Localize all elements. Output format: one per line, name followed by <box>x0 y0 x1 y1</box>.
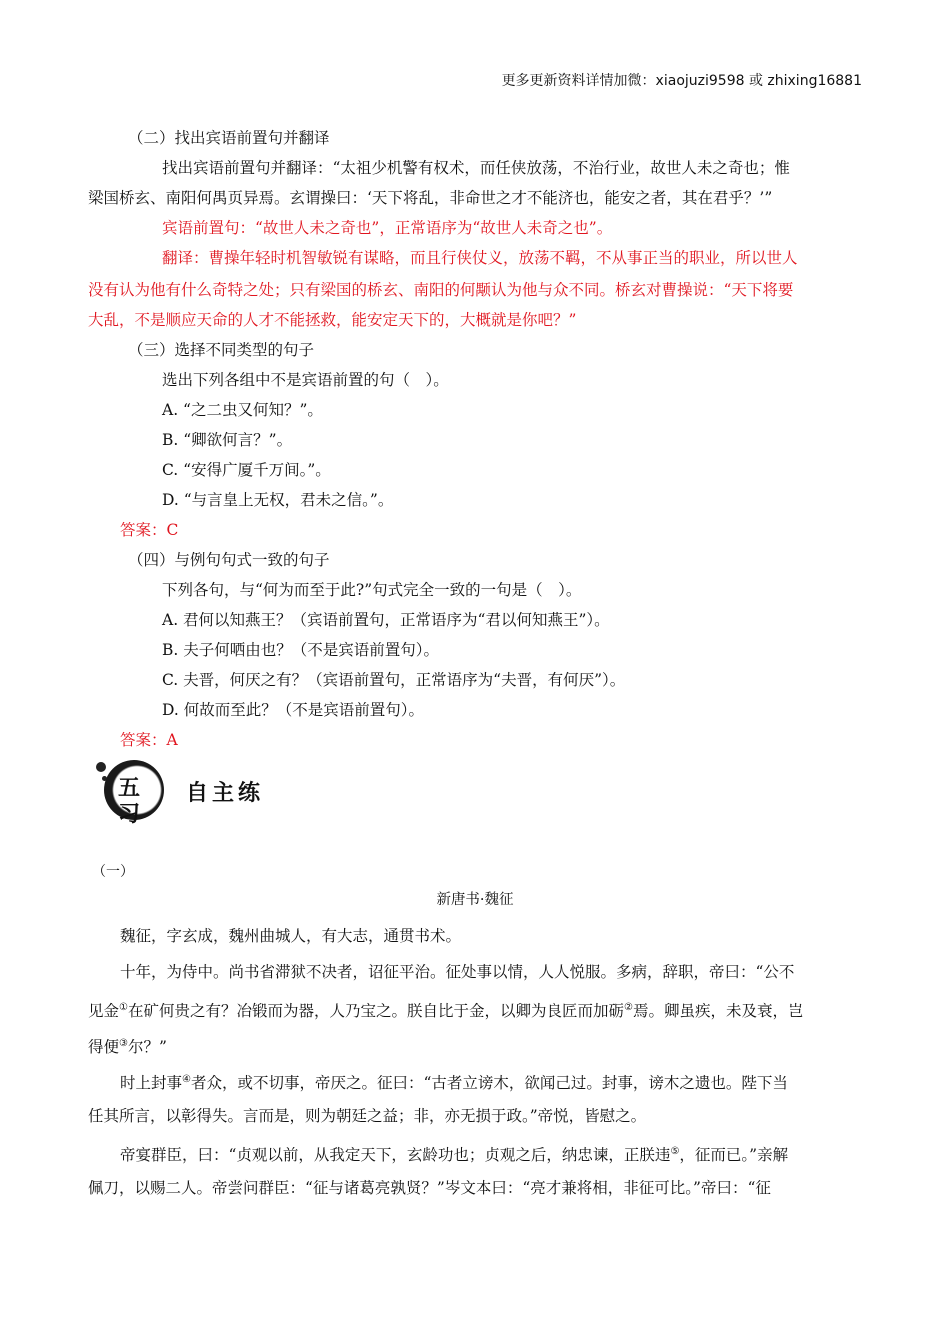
text-segment: 帝宴群臣，曰：“贞观以前，从我定天下，玄龄功也；贞观之后，纳忠谏，正朕违 <box>120 1146 671 1165</box>
header-contact: 更多更新资料详情加微：xiaojuzi9598 或 zhixing16881 <box>501 73 862 89</box>
reading-p4-line2: 佩刀，以赐二人。帝尝问群臣：“征与诸葛亮孰贤？”岑文本曰：“亮才兼将相，非征可比。”帝曰：“征 <box>88 1179 771 1197</box>
section-title: 自主练 <box>186 781 265 806</box>
text-segment: 尔？” <box>127 1038 167 1057</box>
part3-option-b: B. “卿欲何言？”。 <box>162 431 293 449</box>
part4-option-b: B. 夫子何哂由也？（不是宾语前置句）。 <box>162 641 439 659</box>
part2-heading: （二）找出宾语前置句并翻译 <box>128 129 330 147</box>
reading-p2-line3 <box>88 1034 167 1057</box>
text-segment: 焉。卿虽疾，未及衰，岂 <box>632 1002 804 1021</box>
part3-option-d: D. “与言皇上无权，君未之信。”。 <box>162 491 394 509</box>
text-segment: 者众，或不切事，帝厌之。征曰：“古者立谤木，欲闻己过。封事，谤木之遗也。陛下当 <box>190 1074 788 1093</box>
section-number <box>118 776 140 828</box>
section-number-tail: 习 <box>118 802 141 827</box>
part4-heading: （四）与例句句式一致的句子 <box>128 551 330 569</box>
part3-option-c: C. “安得广厦千万间。”。 <box>162 461 331 479</box>
part4-answer: 答案：A <box>120 731 178 749</box>
footnote-mark: ④ <box>182 1074 191 1085</box>
reading-label: （一） <box>92 864 134 880</box>
part4-option-c: C. 夫晋，何厌之有？（宾语前置句，正常语序为“夫晋，有何厌”）。 <box>162 671 626 689</box>
reading-p2-line1: 十年，为侍中。尚书省滞狱不决者，诏征平治。征处事以情，人人悦服。多病，辞职，帝曰：“公不 <box>120 963 795 981</box>
part3-heading: （三）选择不同类型的句子 <box>128 341 315 359</box>
part3-question: 选出下列各组中不是宾语前置的句（ ）。 <box>162 371 449 389</box>
part2-question-line2: 梁国桥玄、南阳何禺页异焉。玄谓操曰：‘天下将乱，非命世之才不能济也，能安之者，其在君乎？’” <box>88 189 773 207</box>
part2-answer: 宾语前置句：“故世人未之奇也”，正常语序为“故世人未奇之也”。 <box>162 219 613 237</box>
reading-title: 新唐书·魏征 <box>436 892 514 908</box>
part4-option-d: D. 何故而至此？（不是宾语前置句）。 <box>162 701 424 719</box>
footnote-mark: ⑤ <box>670 1146 680 1157</box>
footnote-mark: ② <box>624 1002 633 1013</box>
text-segment: ，征而已。”亲解 <box>679 1146 789 1165</box>
part3-option-a: A. “之二虫又何知？”。 <box>162 401 323 419</box>
footnote-mark: ③ <box>119 1038 128 1049</box>
reading-paragraph-1: 魏征，字玄成，魏州曲城人，有大志，通贯书术。 <box>120 927 462 945</box>
text-segment: 时上封事 <box>120 1074 183 1093</box>
text-segment: 在矿何贵之有？冶锻而为器，人乃宝之。朕自比于金，以卿为良匠而加砺 <box>127 1002 624 1021</box>
text-segment: 得便 <box>88 1038 120 1057</box>
part2-question-line1: 找出宾语前置句并翻译：“太祖少机警有权术，而任侠放荡，不治行业，故世人未之奇也；惟 <box>162 159 790 177</box>
part2-translation-line3: 大乱，不是顺应天命的人才不能拯救，能安定天下的，大概就是你吧？” <box>88 311 577 329</box>
reading-p3-line1 <box>120 1070 788 1093</box>
part2-translation-line2: 没有认为他有什么奇特之处；只有梁国的桥玄、南阳的何颙认为他与众不同。桥玄对曹操说：“天下将要 <box>88 281 794 299</box>
part3-answer: 答案：C <box>120 521 179 539</box>
section-number-main: 五 <box>118 776 141 801</box>
reading-p3-line2: 任其所言，以彰得失。言而是，则为朝廷之益；非，亦无损于政。”帝悦，皆慰之。 <box>88 1107 647 1125</box>
footnote-mark: ① <box>119 1002 128 1013</box>
part4-option-a: A. 君何以知燕王？（宾语前置句，正常语序为“君以何知燕王”）。 <box>162 611 610 629</box>
reading-p4-line1 <box>120 1142 788 1165</box>
ink-splash-icon <box>96 762 106 772</box>
part4-question: 下列各句，与“何为而至于此?”句式完全一致的一句是（ ）。 <box>162 581 582 599</box>
reading-p2-line2 <box>88 998 803 1021</box>
text-segment: 见金 <box>88 1002 120 1021</box>
part2-translation-line1: 翻译：曹操年轻时机智敏锐有谋略，而且行侠仗义，放荡不羁，不从事正当的职业，所以世人 <box>162 249 798 267</box>
